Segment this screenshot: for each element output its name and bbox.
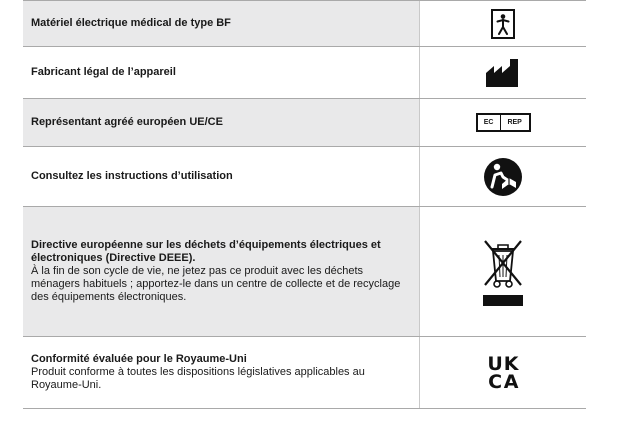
symbol-cell	[419, 207, 586, 336]
row-title: Représentant agréé européen UE/CE	[31, 116, 223, 128]
ukca-letter: K	[503, 352, 519, 375]
row-description: À la fin de son cycle de vie, ne jetez pas ce produit avec les déchets ménagers habituels ; apportez-le dans un centre de collecte et de recyclage des équipements électroniques.	[31, 265, 401, 303]
manufacturer-icon	[485, 58, 521, 88]
row-title: Conformité évaluée pour le Royaume-Uni	[31, 353, 247, 365]
ec-rep-icon	[476, 113, 531, 132]
type-bf-icon	[491, 9, 515, 39]
consult-instructions-icon	[483, 157, 523, 197]
rep-label: REP	[507, 119, 522, 126]
symbol-cell	[419, 47, 586, 98]
row-text	[23, 47, 419, 98]
row-title: Directive européenne sur les déchets d’équipements électriques et électroniques (Directive DEEE).	[31, 239, 381, 264]
table-row	[23, 47, 586, 99]
row-title: Consultez les instructions d’utilisation	[31, 170, 233, 182]
row-text	[23, 99, 419, 146]
ukca-mark-icon	[487, 352, 519, 393]
row-description: Produit conforme à toutes les dispositions législatives applicables au Royaume-Uni.	[31, 366, 365, 391]
ec-label: EC	[478, 115, 501, 130]
row-text	[23, 1, 419, 46]
table-row	[23, 147, 586, 207]
ukca-letter: C	[488, 370, 503, 393]
row-title: Matériel électrique médical de type BF	[31, 17, 231, 29]
table-row	[23, 207, 586, 337]
weee-crossed-bin-icon	[481, 237, 525, 306]
symbol-cell	[419, 1, 586, 46]
symbol-cell	[419, 337, 586, 408]
table-row	[23, 0, 586, 47]
ukca-letter: A	[503, 370, 519, 393]
symbol-cell	[419, 147, 586, 206]
row-text	[23, 147, 419, 206]
table-row	[23, 99, 586, 147]
row-text	[23, 337, 419, 408]
crossed-bin-icon	[481, 237, 525, 289]
ukca-letter: U	[487, 352, 503, 375]
row-text	[23, 207, 419, 336]
symbol-cell	[419, 99, 586, 146]
row-title: Fabricant légal de l’appareil	[31, 66, 176, 78]
table-row	[23, 337, 586, 409]
weee-bar	[483, 295, 523, 306]
symbols-table	[23, 0, 586, 409]
